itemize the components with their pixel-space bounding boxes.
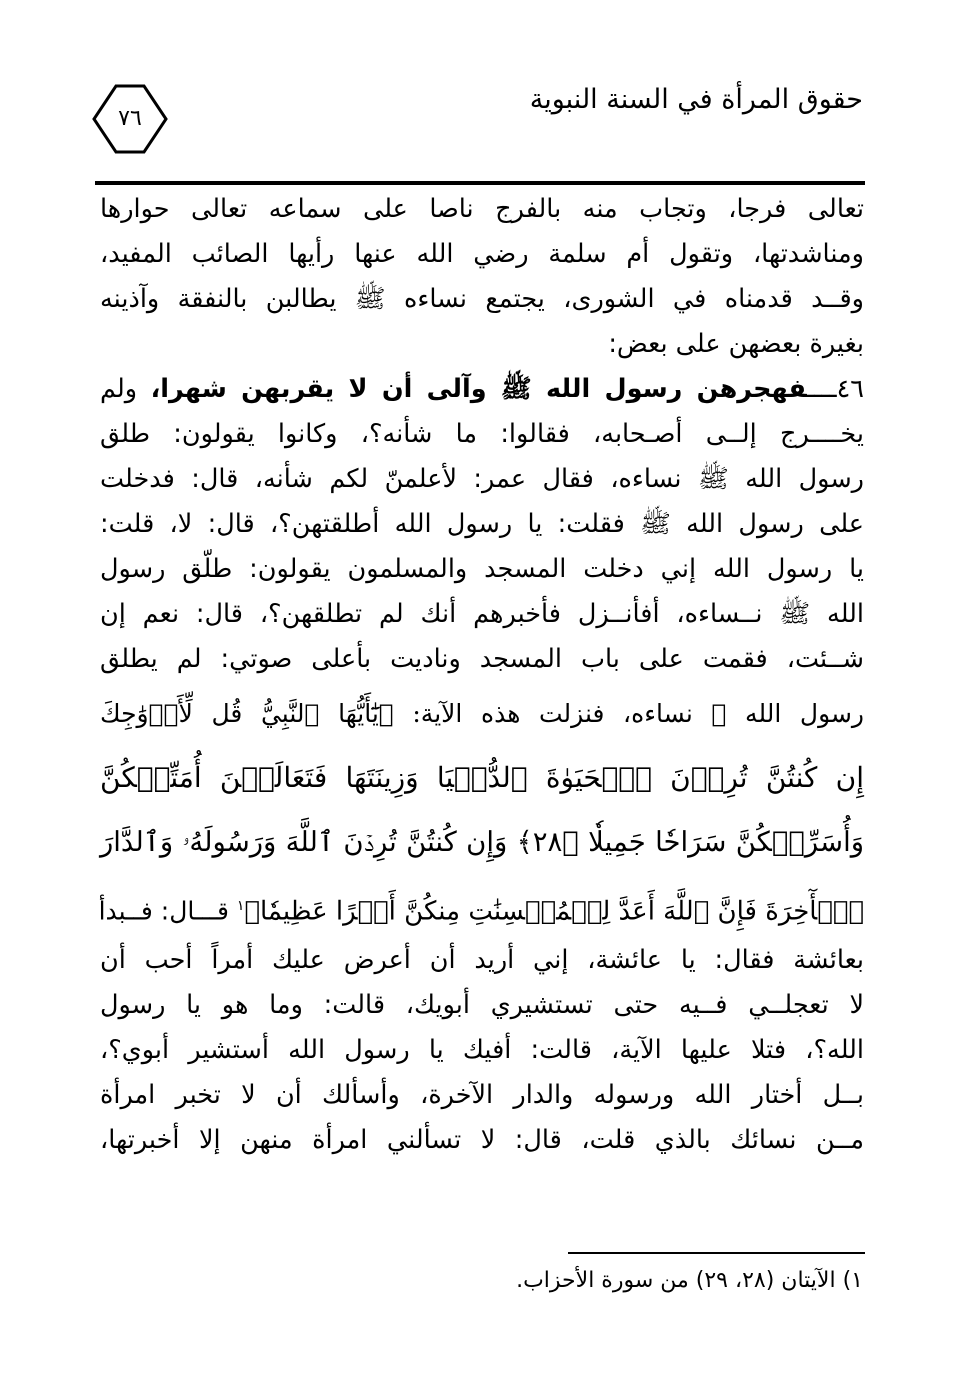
text-line-11: شــئت، فقمت على باب المسجد وناديت بأعلى صوتي: لم يطلق bbox=[100, 644, 864, 674]
footnote: ١) الآيتان (٢٨، ٢٩) من سورة الأحزاب. bbox=[516, 1268, 863, 1293]
text-line-7: رسول الله ﷺ نساءه، فقال عمر: لأعلمنّ لكم شأنه، قال: فدخلت bbox=[100, 464, 864, 494]
hadith-number: ٤٦ــــ bbox=[806, 374, 864, 404]
quran-line-3 bbox=[100, 874, 864, 938]
hadith-title: فهجرهن رسول الله ﷺ وآلى أن لا يقربهن شهرا، bbox=[150, 374, 807, 404]
quran-line-1: إِن كُنتُنَّ تُرِدۡنَ ٱلۡحَيَوٰةَ ٱلدُّنۡيَا وَزِينَتَهَا فَتَعَالَيۡنَ أُمَتِّعۡكُنَّ bbox=[100, 761, 864, 794]
text-line-20: مــن نسائك بالذي قلت، قال: لا تسألني امرأة منهن إلا أخبرتها، bbox=[100, 1125, 864, 1155]
footnote-divider bbox=[568, 1252, 865, 1254]
text-line-6: يخــــرج إلــى أصـحابه، فقالوا: ما شأنه؟، وكانوا يقولون: طلق bbox=[100, 419, 864, 449]
text-line-8: على رسول الله ﷺ فقلت: يا رسول الله أطلقتهن؟، قال: لا، قلت: bbox=[100, 509, 864, 539]
text-line-1: تعالى فرجا، وتجاب منه بالفرج ناصا على سماعه تعالى حوارها bbox=[100, 194, 864, 224]
text-line-9: يا رسول الله إني دخلت المسجد والمسلمون يقولون: طلّق رسول bbox=[100, 554, 864, 584]
quran-tail-text: قـــال: فــبدأ bbox=[98, 896, 237, 926]
text-line-12: رسول الله ﷺ نساءه، فنزلت هذه الآية: ﴿يَٰٓأَيُّهَا ٱلنَّبِيُّ قُل لِّأَزۡوَٰجِكَ bbox=[100, 699, 864, 728]
hadith-heading-line bbox=[100, 367, 864, 412]
text-line-10: الله ﷺ نــساءه، أفأنــزل فأخبرهم أنك لم تطلقهن؟، قال: نعم إن bbox=[100, 599, 864, 629]
quran-verse-end: ٱلۡأٓخِرَةَ فَإِنَّ ٱللَّهَ أَعَدَّ لِلۡمُحۡسِنَٰتِ مِنكُنَّ أَجۡرًا عَظِيمٗا﴾ bbox=[244, 896, 864, 927]
text-line-3: وقــد قدمناه في الشورى، يجتمع نساءه ﷺ يطالبن بالنفقة وآذينه bbox=[100, 284, 864, 314]
text-line-2: ومناشدتها، وتقول أم سلمة رضي الله عنها رأيها الصائب المفيد، bbox=[100, 239, 864, 269]
footnote-marker: ١ bbox=[236, 898, 245, 914]
text-line-17: لا تعجلــي فــيه حتى تستشيري أبويك، قالت: وما هو يا رسول bbox=[100, 990, 864, 1020]
text-line-16: بعائشة فقال: يا عائشة، إني أريد أن أعرض عليك أمراً أحب أن bbox=[100, 945, 864, 975]
main-text bbox=[100, 187, 864, 1163]
text-line-4: بغيرة بعضهن على بعض: bbox=[608, 329, 864, 359]
page-number-badge bbox=[90, 82, 170, 156]
text-line-19: بــل أختار الله ورسوله والدار الآخرة، وأسألك أن لا تخبر امرأة bbox=[100, 1080, 864, 1110]
header-divider bbox=[95, 181, 865, 185]
running-header-title: حقوق المرأة في السنة النبوية bbox=[529, 84, 863, 115]
text-line-18: الله؟، فتلا عليها الآية، قالت: أفيك يا رسول الله أستشير أبوي؟، bbox=[100, 1035, 864, 1065]
quran-line-2: وَأُسَرِّحۡكُنَّ سَرَاحٗا جَمِيلٗا ﴿٢٨﴾ وَإِن كُنتُنَّ تُرِدۡنَ ٱللَّهَ وَرَسُولَهُۥ وَٱلدَّارَ bbox=[100, 826, 864, 858]
hadith-continuation: ولم bbox=[100, 374, 151, 404]
page-number: ٧٦ bbox=[118, 106, 142, 131]
